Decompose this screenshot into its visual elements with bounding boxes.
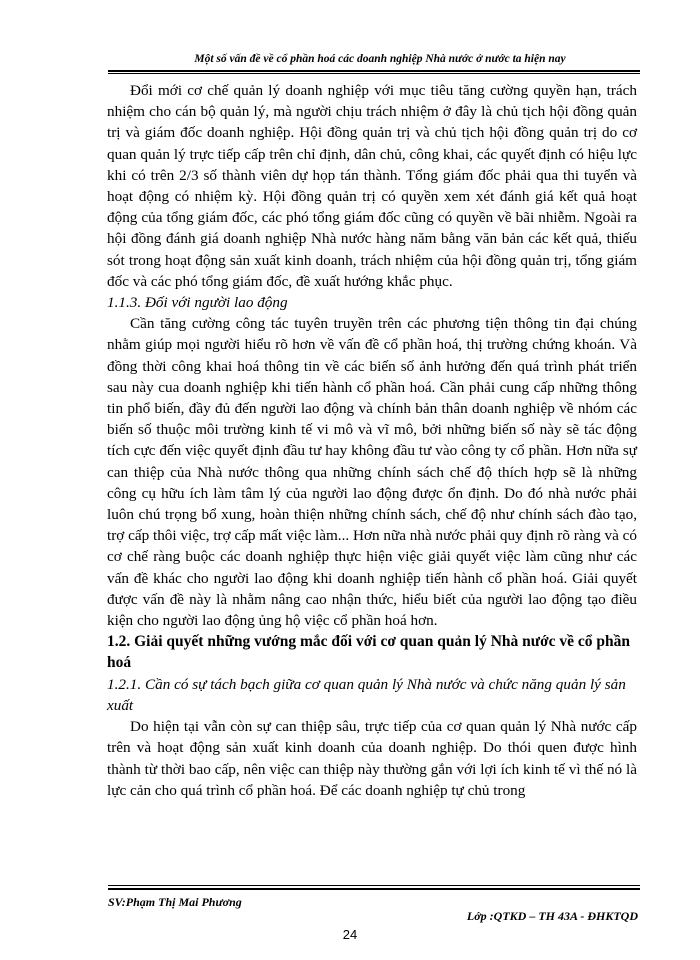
paragraph-workers: Cần tăng cường công tác tuyên truyền trên các phương tiện thông tin đại chúng nhằm giúp mọi người hiểu rõ hơn về vấn đề cổ phần hoá, thị trường chứng khoán. Và đồng thời công khai hoá thông tin về các biến số ảnh hưởng đến quá trình phát triển sau này cua doanh nghiệp khi tiến hành cổ phần hoá. Cần phải cung cấp những thông tin phổ biến, đầy đủ đến người lao động và chính bản thân doanh nghiệp về nhóm các biến số thuộc môi trường kinh tế vi mô và vĩ mô, bởi những biến số này sẽ tác động tích cực đến việc quyết định đầu tư hay không đầu tư vào công ty cổ phần. Hơn nữa sự can thiệp của Nhà nước thông qua những chính sách chế độ thích hợp sẽ là những công cụ hữu ích làm tâm lý của người lao động được ổn định. Do đó nhà nước phải luôn chú trọng bổ xung, hoàn thiện những chính sách, chế độ như chính sách đào tạo, trợ cấp thôi việc, trợ cấp mất việc làm... Hơn nữa nhà nước phải quy định rõ ràng và có cơ chế ràng buộc các doanh nghiệp thực hiện việc giải quyết việc làm cũng như các vấn đề khác cho người lao động khi doanh nghiệp tiến hành cổ phần hoá. Giải quyết được vấn đề này là nhằm nâng cao nhận thức, hiểu biết của người lao động tạo điều kiện cho người lao động ủng hộ việc cổ phần hoá hơn.	[107, 315, 637, 630]
footer-author: SV:Phạm Thị Mai Phương	[108, 895, 242, 909]
header-rule-thick	[108, 70, 640, 72]
paragraph-separation: Do hiện tại vẫn còn sự can thiệp sâu, trực tiếp của cơ quan quản lý Nhà nước cấp trên và hoạt động sản xuất kinh doanh của doanh nghiệp. Do thói quen được hình thành từ thời bao cấp, nên việc can thiệp này thường gắn với lợi ích kinh tế vì thế nó là lực cản cho quá trình cổ phần hoá. Để các doanh nghiệp tự chủ trong	[107, 718, 637, 799]
heading-1-2: 1.2. Giải quyết những vướng mắc đối với cơ quan quản lý Nhà nước về cổ phần hoá	[107, 633, 631, 672]
page-number: 24	[342, 927, 358, 942]
page-body	[107, 80, 637, 801]
footer-rule-thin	[108, 885, 640, 886]
running-header: Một số vấn đề về cổ phần hoá các doanh nghiệp Nhà nước ở nước ta hiện nay	[194, 53, 566, 65]
heading-1-1-3: 1.1.3. Đối với người lao động	[107, 294, 288, 312]
footer-class-info: Lớp :QTKD – TH 43A - ĐHKTQD	[466, 909, 638, 923]
footer-rule-thick	[108, 888, 640, 890]
header-rule-thin	[108, 73, 640, 74]
heading-1-2-1: 1.2.1. Cần có sự tách bạch giữa cơ quan quản lý Nhà nước và chức năng quản lý sản xuất	[107, 675, 626, 714]
paragraph-management-reform: Đổi mới cơ chế quản lý doanh nghiệp với mục tiêu tăng cường quyền hạn, trách nhiệm cho cán bộ quản lý, mà người chịu trách nhiệm ở đây là chủ tịch hội đồng quản trị và giám đốc doanh nghiệp. Hội đồng quản trị và chủ tịch hội đồng quản trị do cơ quan quản lý trực tiếp cấp trên chỉ định, dân chủ, công khai, các quyết định có hiệu lực khi có trên 2/3 số thành viên dự họp tán thành. Tổng giám đốc phải qua thi tuyển và hoạt động có nhiệm kỳ. Hội đồng quản trị có quyền xem xét đánh giá kết quả hoạt động của tổng giám đốc, các phó tổng giám đốc cũng có quyền về bãi nhiễm. Ngoài ra hội đồng đánh giá doanh nghiệp Nhà nước hàng năm bằng văn bản các kết quả, thiếu sót trong hoạt động sản xuất kinh doanh, trách nhiệm của hội đồng quản trị, tổng giám đốc và các phó tổng giám đốc, đề xuất hướng khắc phục.	[107, 82, 637, 290]
